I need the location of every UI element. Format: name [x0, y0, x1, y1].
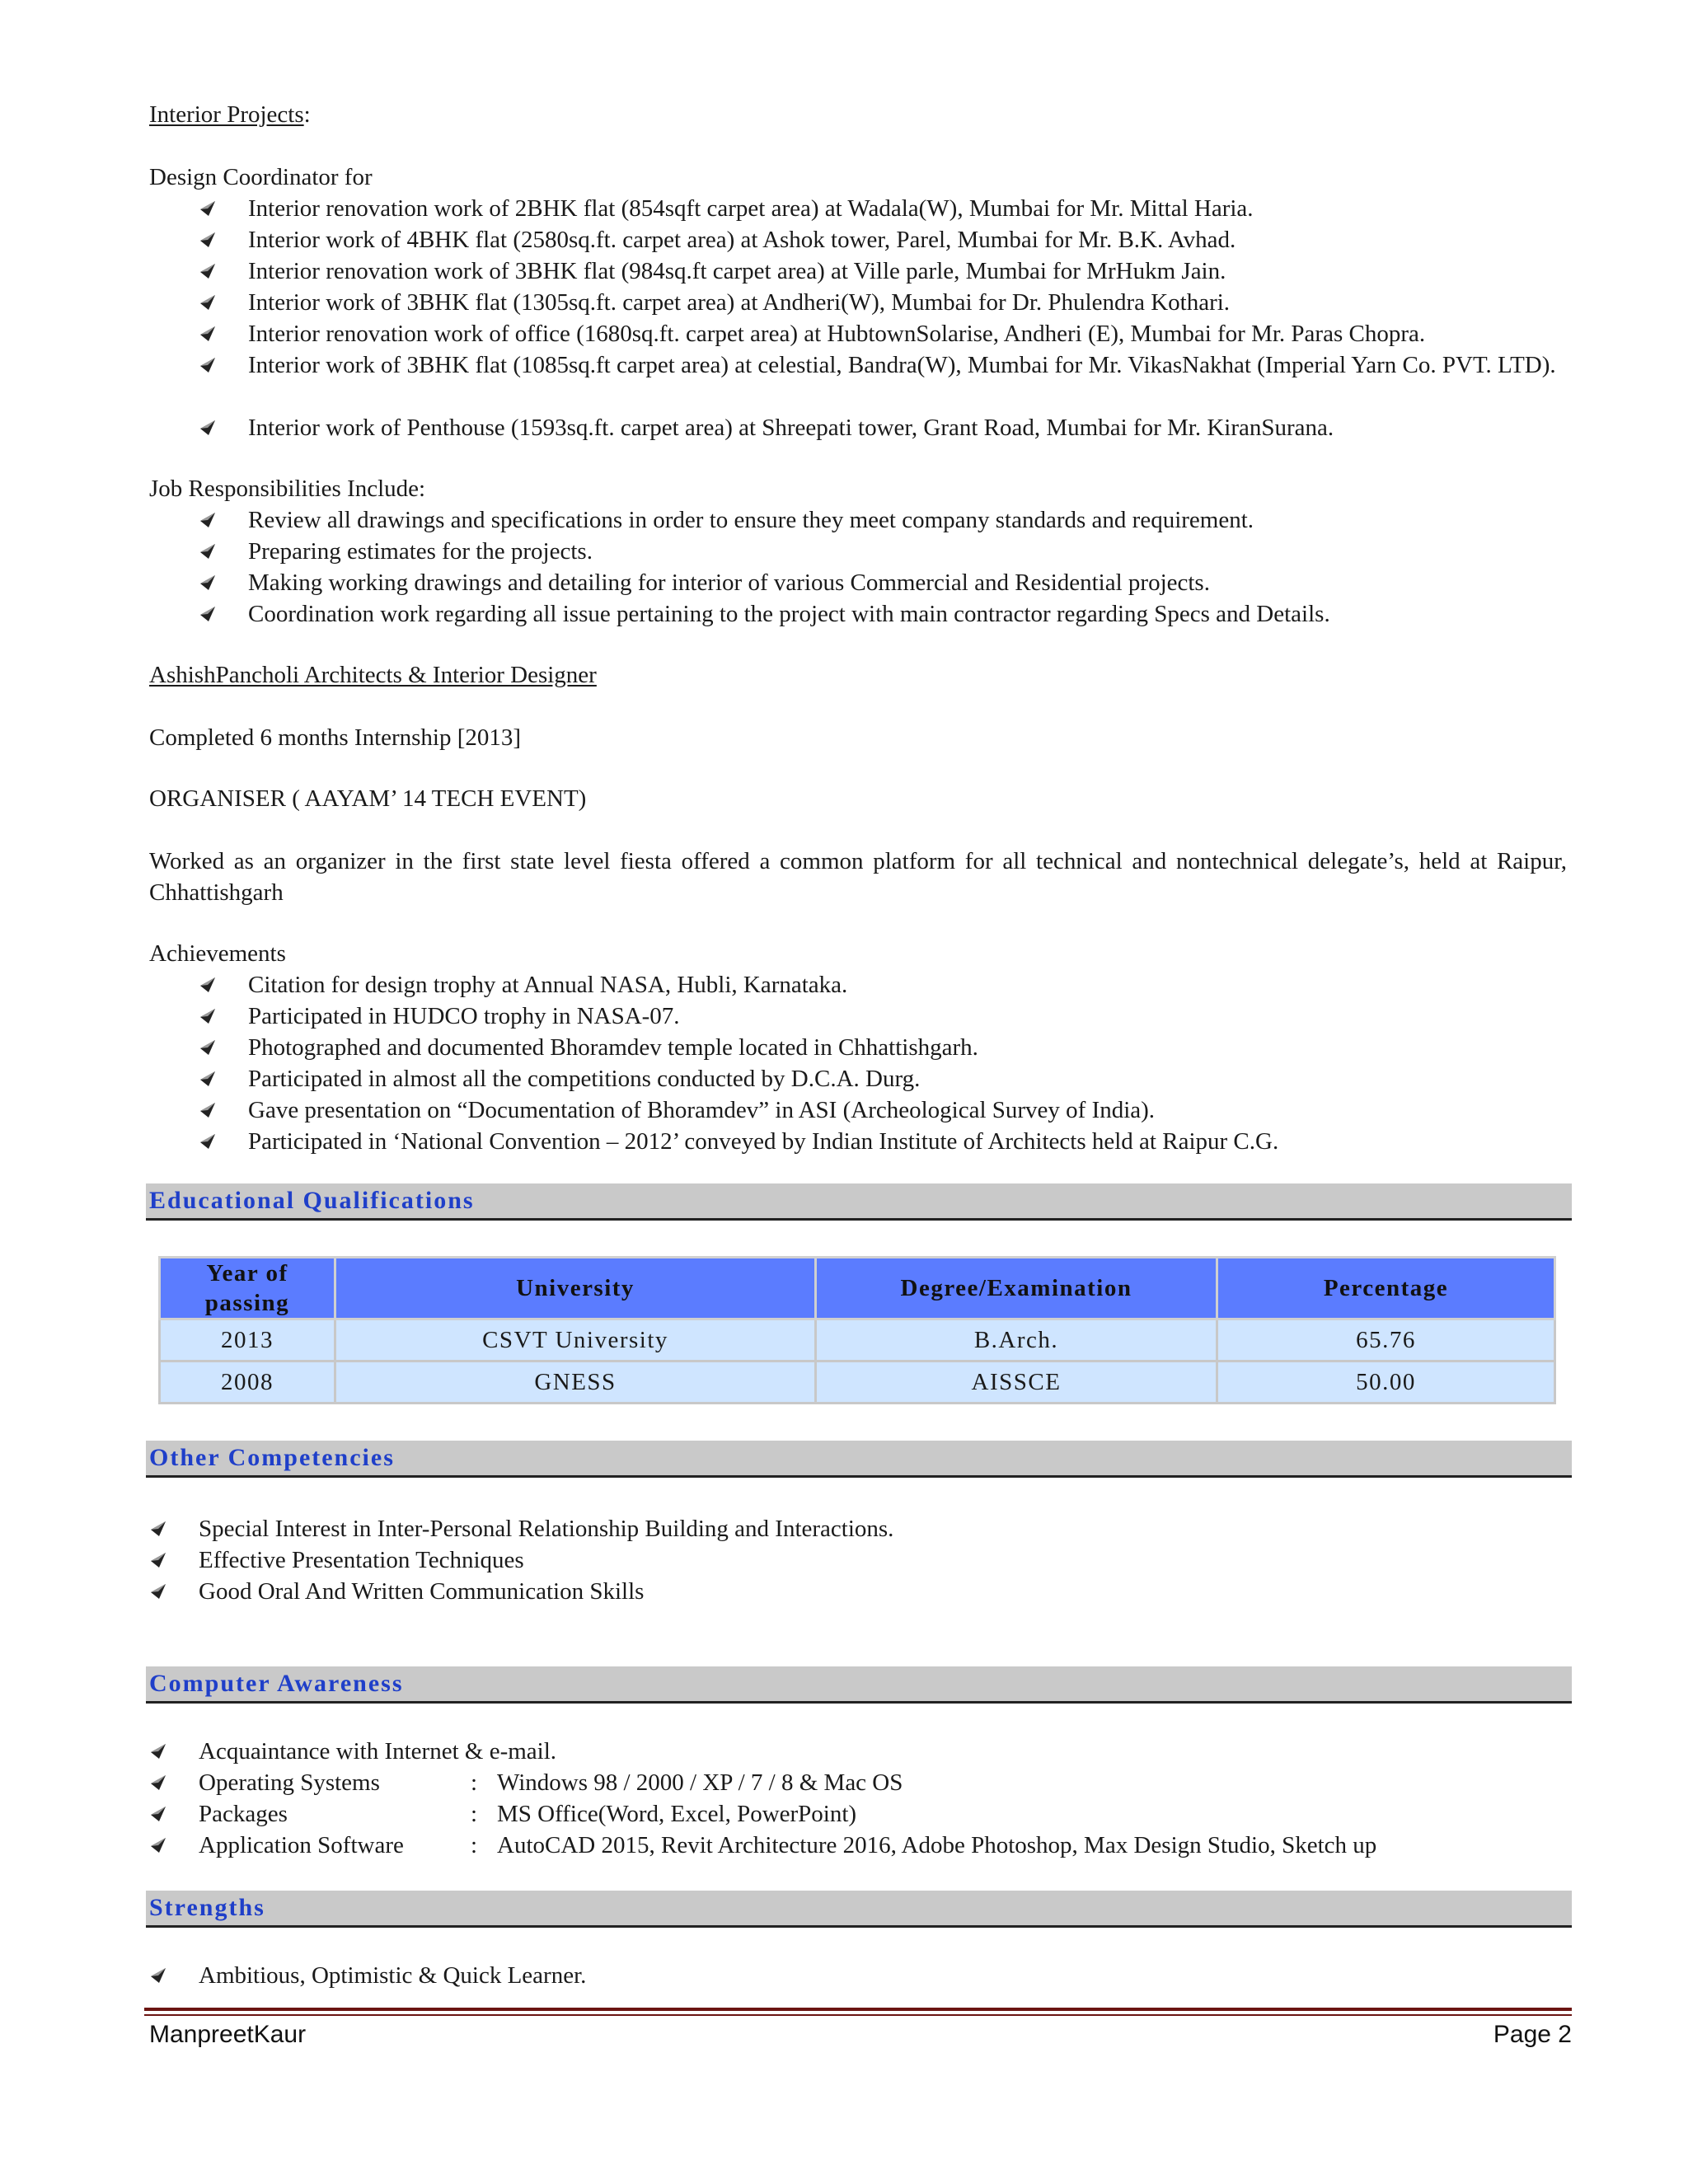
- arrow-bullet-icon: [199, 1100, 218, 1120]
- competencies-section-header: [146, 1441, 1572, 1478]
- arrow-bullet-icon: [199, 261, 218, 281]
- arrow-bullet-icon: [149, 1835, 169, 1855]
- internship-firm: AshishPancholi Architects & Interior Designer: [149, 662, 597, 688]
- organiser-title: ORGANISER ( AAYAM’ 14 TECH EVENT): [149, 785, 587, 812]
- footer-page-number: Page 2: [1493, 2021, 1572, 2048]
- arrow-bullet-icon: [149, 1582, 169, 1601]
- education-table: [158, 1256, 1556, 1404]
- design-coordinator-label: Design Coordinator for: [149, 164, 373, 190]
- arrow-bullet-icon: [149, 1804, 169, 1824]
- arrow-bullet-icon: [199, 604, 218, 624]
- section-title: Computer Awareness: [149, 1670, 404, 1697]
- arrow-bullet-icon: [199, 230, 218, 250]
- arrow-bullet-icon: [199, 355, 218, 375]
- arrow-bullet-icon: [199, 199, 218, 218]
- computer-section-header: [146, 1666, 1572, 1704]
- table-row: [160, 1361, 1555, 1404]
- arrow-bullet-icon: [199, 1069, 218, 1089]
- arrow-bullet-icon: [199, 975, 218, 995]
- arrow-bullet-icon: [199, 293, 218, 312]
- arrow-bullet-icon: [199, 324, 218, 344]
- arrow-bullet-icon: [149, 1773, 169, 1793]
- column-header: Degree/Examination: [816, 1258, 1217, 1319]
- arrow-bullet-icon: [199, 541, 218, 561]
- table-cell: 65.76: [1217, 1319, 1555, 1361]
- arrow-bullet-icon: [199, 573, 218, 593]
- arrow-bullet-icon: [199, 1132, 218, 1151]
- arrow-bullet-icon: [149, 1966, 169, 1985]
- responsibilities-heading: Job Responsibilities Include:: [149, 476, 426, 502]
- footer-rule-thin: [144, 2014, 1572, 2016]
- arrow-bullet-icon: [199, 1006, 218, 1026]
- interior-projects-heading: Interior Projects:: [149, 101, 311, 128]
- section-title: Strengths: [149, 1894, 265, 1921]
- organiser-description: Worked as an organizer in the first state level fiesta offered a common platform for all technical and nontechnical delegate’s, held at Raipur, Chhattishgarh: [149, 848, 1567, 906]
- achievements-heading: Achievements: [149, 940, 286, 967]
- arrow-bullet-icon: [149, 1741, 169, 1761]
- table-cell: GNESS: [335, 1361, 816, 1404]
- internship-detail: Completed 6 months Internship [2013]: [149, 724, 522, 751]
- column-header: Year of passing: [160, 1258, 335, 1319]
- table-header-row: [160, 1258, 1555, 1319]
- education-section-header: [146, 1183, 1572, 1221]
- table-cell: 2013: [160, 1319, 335, 1361]
- table-row: [160, 1319, 1555, 1361]
- section-title: Other Competencies: [149, 1444, 395, 1471]
- arrow-bullet-icon: [199, 418, 218, 438]
- table-cell: B.Arch.: [816, 1319, 1217, 1361]
- arrow-bullet-icon: [149, 1519, 169, 1539]
- table-cell: CSVT University: [335, 1319, 816, 1361]
- arrow-bullet-icon: [199, 510, 218, 530]
- footer-name: ManpreetKaur: [149, 2021, 307, 2048]
- column-header: Percentage: [1217, 1258, 1555, 1319]
- arrow-bullet-icon: [199, 1038, 218, 1057]
- table-cell: 50.00: [1217, 1361, 1555, 1404]
- table-cell: 2008: [160, 1361, 335, 1404]
- section-title: Educational Qualifications: [149, 1187, 475, 1214]
- table-cell: AISSCE: [816, 1361, 1217, 1404]
- column-header: University: [335, 1258, 816, 1319]
- strengths-section-header: [146, 1891, 1572, 1928]
- arrow-bullet-icon: [149, 1550, 169, 1570]
- footer-rule: [144, 2008, 1572, 2011]
